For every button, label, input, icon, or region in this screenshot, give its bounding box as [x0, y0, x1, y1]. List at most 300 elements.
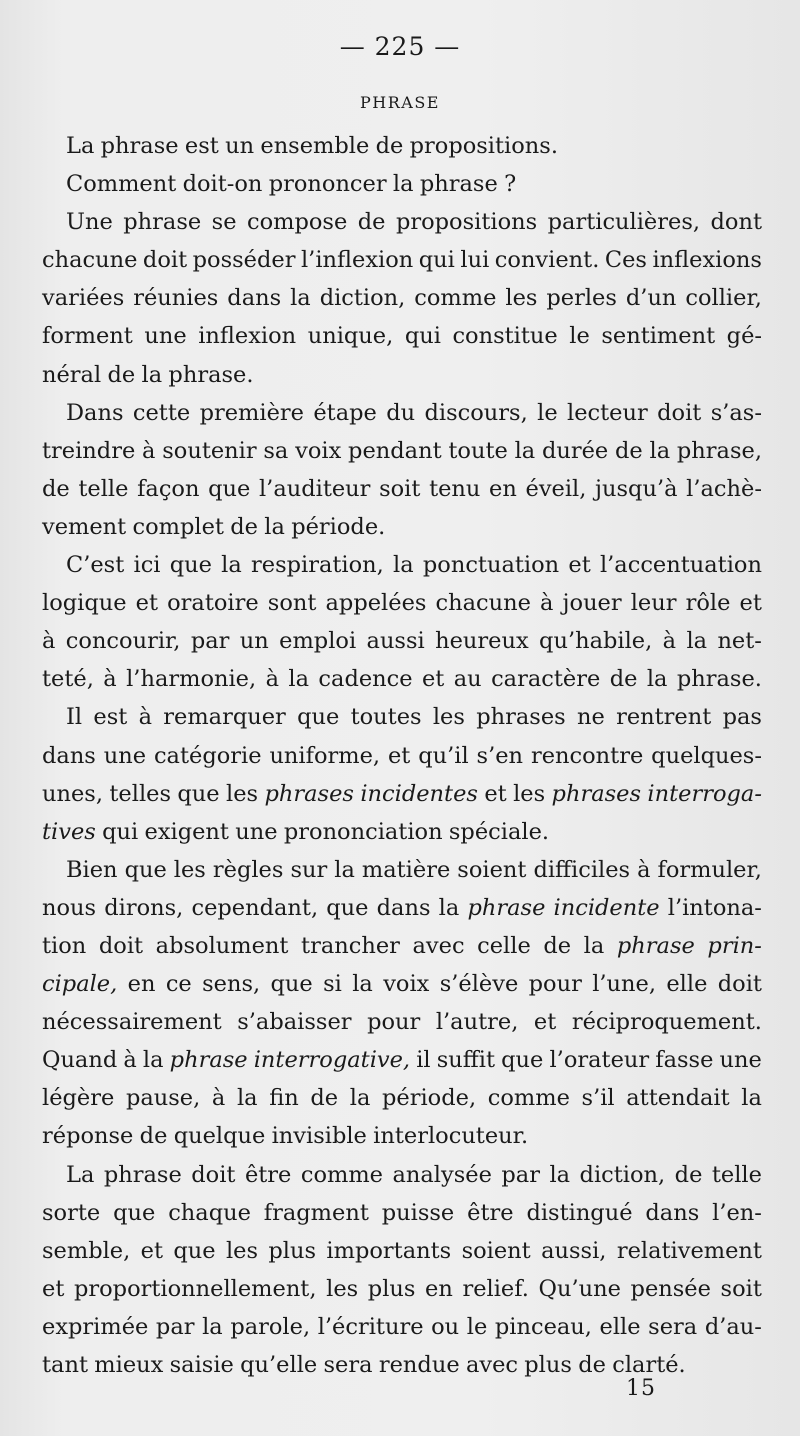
word: invisible [271, 1123, 367, 1150]
word: soit [720, 1275, 762, 1302]
word: Bien [66, 856, 118, 883]
word: à [662, 628, 677, 655]
word: et [135, 590, 159, 617]
text-line [42, 965, 762, 1003]
word: sera [648, 1313, 698, 1340]
word: importants [326, 1237, 452, 1264]
word: la [236, 1085, 258, 1112]
word: quelque [173, 1123, 266, 1150]
word: constitue [452, 323, 558, 350]
word: à [637, 856, 651, 883]
text-line [42, 698, 762, 736]
word: les [432, 704, 465, 731]
word: la [741, 1085, 762, 1112]
word: aussi, [541, 1237, 607, 1264]
word: à [265, 666, 279, 693]
word: la [514, 437, 536, 464]
word: telle [711, 1161, 762, 1188]
word: par [155, 1313, 195, 1340]
word: rentrent [616, 704, 712, 731]
word: la [221, 552, 242, 579]
word: phrase, [676, 437, 762, 464]
word: emploi [279, 628, 357, 655]
word: prononciation [283, 818, 443, 845]
word: voix [383, 971, 430, 998]
text-line [42, 1232, 762, 1270]
word: plus [367, 1275, 416, 1302]
word: si [323, 971, 342, 998]
word: règles [212, 856, 284, 883]
word: pause, [125, 1085, 201, 1112]
word: propositions. [409, 133, 558, 159]
word: sentiment [601, 323, 716, 350]
word: ici [133, 552, 161, 579]
word: propositions [395, 209, 538, 236]
word: s’abaisser [237, 1009, 352, 1036]
word: aussi [366, 628, 425, 655]
word: le [466, 1313, 488, 1340]
word: variées [42, 285, 125, 312]
word: avec [412, 932, 465, 959]
word: la [334, 856, 355, 883]
word: ensemble [260, 133, 370, 159]
signature-mark: 15 [626, 1376, 656, 1401]
word: jouer [562, 590, 622, 617]
word: difficiles [533, 856, 631, 883]
section-heading: PHRASE [360, 93, 440, 112]
word: réponse [42, 1123, 134, 1150]
word: réunies [133, 285, 219, 312]
text-line [42, 241, 762, 279]
word: les [326, 1275, 359, 1302]
word: un [239, 628, 269, 655]
text-line [42, 432, 762, 470]
word: caractère [491, 666, 601, 693]
word: tant [42, 1352, 88, 1378]
word: La [66, 133, 95, 159]
word: soutenir [162, 437, 257, 464]
word: s’il [581, 1085, 615, 1112]
word: mieux [94, 1352, 164, 1378]
word: durée [541, 437, 609, 464]
word: et [42, 1275, 65, 1302]
word: elle [666, 971, 708, 998]
word: appelées [325, 590, 427, 617]
word: la [649, 437, 671, 464]
word: une [144, 323, 187, 350]
word: l’inflexion [300, 247, 414, 274]
italic-word: phrases [264, 780, 354, 807]
word: comme [487, 1085, 570, 1112]
italic-word: phrases [551, 780, 642, 807]
word: l’en- [712, 1199, 762, 1226]
word: de [310, 1085, 339, 1112]
word: l’auditeur [258, 475, 371, 502]
word: distingué [526, 1199, 633, 1226]
word: sur [290, 856, 328, 883]
word: chacune [42, 247, 138, 274]
word: se [211, 209, 237, 236]
word: s’en [476, 742, 524, 769]
word: diction, [579, 1161, 666, 1188]
word: en [489, 475, 517, 502]
word: dans [376, 894, 431, 921]
italic-word: tives [42, 818, 96, 845]
word: à [42, 628, 56, 655]
word: à [103, 666, 117, 693]
word: la [686, 628, 708, 655]
word: voix [295, 437, 342, 464]
word: de [578, 1352, 606, 1378]
word: néral [42, 361, 102, 388]
text-line [42, 1308, 762, 1346]
text-line [42, 165, 762, 203]
word: la [583, 932, 605, 959]
word: sa [263, 437, 289, 464]
word: être [244, 1161, 292, 1188]
word: de [375, 133, 404, 159]
word: qui [404, 323, 441, 350]
word: doit [98, 932, 144, 959]
word: telle [78, 475, 129, 502]
text-line [42, 546, 762, 584]
text-line [42, 1079, 762, 1117]
word: jusqu’à [595, 475, 678, 502]
word: gé- [726, 323, 762, 350]
word: La [66, 1161, 95, 1188]
word: relativement [616, 1237, 762, 1264]
word: dont [710, 209, 762, 236]
word: de [139, 1123, 168, 1150]
word: quelques- [651, 742, 762, 769]
italic-word: phrase [169, 1047, 248, 1074]
word: que [173, 1237, 216, 1264]
word: uniforme, [269, 742, 381, 769]
word: fragment [263, 1199, 369, 1226]
word: période, [382, 1085, 477, 1112]
text-line [42, 317, 762, 355]
word: au [453, 666, 482, 693]
word: chaque [168, 1199, 251, 1226]
word: perles [546, 285, 617, 312]
word: la [349, 1085, 371, 1112]
word: les [225, 1237, 259, 1264]
word: logique [42, 590, 127, 617]
word: suffit [436, 1047, 495, 1074]
word: que [124, 856, 167, 883]
word: net- [717, 628, 762, 655]
word: concourir, [65, 628, 181, 655]
word: Comment [66, 171, 177, 198]
word: comme [300, 1161, 383, 1188]
word: par [501, 1161, 540, 1188]
word: du [386, 399, 416, 426]
word: est [93, 704, 128, 731]
text-line [42, 1041, 762, 1079]
body-text [42, 127, 762, 1384]
word: de [609, 666, 638, 693]
word: d’au- [704, 1313, 762, 1340]
word: la [288, 666, 310, 693]
word: est [184, 133, 219, 159]
page-number: — 225 — [339, 32, 461, 61]
word: les [226, 780, 259, 807]
word: formuler, [657, 856, 762, 883]
word: sorte [42, 1199, 101, 1226]
word: plus [268, 1237, 317, 1264]
italic-word: interrogative, [253, 1047, 411, 1074]
text-line [42, 279, 762, 317]
word: Une [66, 209, 113, 236]
word: qui [102, 818, 139, 845]
word: dans [645, 1199, 700, 1226]
word: la [549, 1161, 571, 1188]
word: la [646, 666, 668, 693]
word: forment [42, 323, 133, 350]
word: étape [313, 399, 377, 426]
word: façon [137, 475, 200, 502]
word: que [208, 475, 251, 502]
word: Il [66, 704, 83, 731]
word: phrases [476, 704, 566, 731]
text-line [42, 1156, 762, 1194]
word: rencontre [530, 742, 644, 769]
word: trancher [301, 932, 400, 959]
word: sera [323, 1352, 373, 1378]
word: la [438, 894, 460, 921]
word: et [484, 780, 507, 807]
word: que [270, 971, 313, 998]
italic-word: phrase [467, 894, 546, 921]
word: discours, [424, 399, 528, 426]
text-line [42, 508, 762, 546]
word: éveil, [525, 475, 587, 502]
text-line [42, 203, 762, 241]
word: nous [42, 894, 97, 921]
word: et [533, 1009, 557, 1036]
word: et [140, 1237, 163, 1264]
word: plus [524, 1352, 572, 1378]
word: par [190, 628, 230, 655]
word: en [425, 1275, 453, 1302]
word: Quand [42, 1047, 118, 1074]
word: semble, [42, 1237, 131, 1264]
word: l’achè- [686, 475, 762, 502]
word: et [568, 552, 591, 579]
word: à [211, 1085, 226, 1112]
word: de [357, 209, 386, 236]
word: tion [42, 932, 87, 959]
word: comme [414, 285, 497, 312]
italic-word: prin- [707, 932, 762, 959]
word: catégorie [153, 742, 262, 769]
word: unique, [307, 323, 394, 350]
word: l’intona- [667, 894, 762, 921]
word: l’accentuation [599, 552, 762, 579]
word: soient [457, 856, 527, 883]
word: heureux [435, 628, 529, 655]
italic-word: incidente [553, 894, 660, 921]
word: pas [722, 704, 762, 731]
word: légère [42, 1085, 115, 1112]
word: doit-on [182, 171, 263, 198]
word: tenu [429, 475, 481, 502]
word: Ces [604, 247, 647, 274]
word: puisse [381, 1199, 455, 1226]
word: les [505, 285, 538, 312]
word: une [235, 818, 278, 845]
word: période. [291, 513, 386, 540]
word: que [177, 780, 220, 807]
word: une [103, 742, 147, 769]
word: nécessairement [42, 1009, 222, 1036]
word: rendue [378, 1352, 460, 1378]
text-line [42, 1270, 762, 1308]
word: un [225, 133, 255, 159]
italic-word: interroga- [647, 780, 762, 807]
word: réciproquement. [571, 1009, 762, 1036]
word: analysée [392, 1161, 492, 1188]
word: compose [247, 209, 348, 236]
word: spéciale. [448, 818, 550, 845]
word: posséder [192, 247, 296, 274]
word: à [138, 704, 152, 731]
word: diction, [319, 285, 406, 312]
word: s’élève [439, 971, 519, 998]
text-line [42, 775, 762, 813]
word: soit [379, 475, 421, 502]
text-line [42, 889, 762, 927]
word: qui [418, 247, 455, 274]
word: d’un [625, 285, 677, 312]
word: dans [227, 285, 282, 312]
word: le [537, 399, 558, 426]
word: cadence [318, 666, 413, 693]
word: qu’habile, [539, 628, 653, 655]
word: chacune [435, 590, 531, 617]
word: Dans [66, 399, 124, 426]
text-line [42, 1194, 762, 1232]
word: dirons, [104, 894, 184, 921]
word: absolument [155, 932, 289, 959]
word: il [416, 1047, 431, 1074]
word: de [543, 932, 572, 959]
word: lecteur [567, 399, 648, 426]
word: toute [448, 437, 508, 464]
word: que [501, 1047, 544, 1074]
word: être [467, 1199, 514, 1226]
word: ponctuation [422, 552, 560, 579]
text-line [42, 356, 762, 394]
word: pour [528, 971, 582, 998]
word: l’harmonie, [126, 666, 257, 693]
word: à [123, 1047, 137, 1074]
word: que [297, 704, 340, 731]
italic-word: phrase [616, 932, 695, 959]
word: avec [465, 1352, 518, 1378]
word: clarté. [612, 1352, 686, 1378]
word: prononcer [268, 171, 387, 198]
word: à [540, 590, 554, 617]
word: matière [361, 856, 451, 883]
word: sens, [202, 971, 261, 998]
word: inflexions [652, 247, 762, 274]
word: s’as- [710, 399, 762, 426]
word: remarquer [163, 704, 286, 731]
text-line [42, 584, 762, 622]
word: de [230, 513, 258, 540]
word: la [141, 361, 163, 388]
word: la [352, 971, 373, 998]
word: complet [132, 513, 224, 540]
word: toutes [350, 704, 422, 731]
word: phrase [103, 1161, 182, 1188]
word: celle [477, 932, 531, 959]
word: parole, [230, 1313, 311, 1340]
word: cependant, [191, 894, 319, 921]
word: de [615, 437, 643, 464]
word: pensée [630, 1275, 711, 1302]
word: telles [109, 780, 172, 807]
word: et [739, 590, 762, 617]
word: une [719, 1047, 762, 1074]
word: C’est [66, 552, 125, 579]
word: cette [132, 399, 191, 426]
word: fin [269, 1085, 299, 1112]
text-line [42, 127, 762, 165]
word: que [113, 1199, 156, 1226]
word: inflexion [198, 323, 297, 350]
word: pour [367, 1009, 421, 1036]
word: attendait [626, 1085, 730, 1112]
word: qu’elle [240, 1352, 318, 1378]
word: unes, [42, 780, 103, 807]
word: la [142, 1047, 164, 1074]
word: oratoire [167, 590, 259, 617]
word: leur [630, 590, 677, 617]
text-line [42, 851, 762, 889]
text-line [42, 660, 762, 698]
text-line [42, 1003, 762, 1041]
word: vement [42, 513, 127, 540]
text-line [42, 470, 762, 508]
word: rôle [685, 590, 731, 617]
word: pendant [348, 437, 442, 464]
word: à [142, 437, 156, 464]
word: fasse [655, 1047, 714, 1074]
word: l’autre, [435, 1009, 519, 1036]
word: elle [599, 1313, 641, 1340]
word: phrase [123, 209, 202, 236]
word: qu’il [418, 742, 469, 769]
word: de [42, 475, 70, 502]
word: Qu’une [538, 1275, 621, 1302]
word: que [326, 894, 369, 921]
word: interlocuteur. [373, 1123, 529, 1150]
word: de [674, 1161, 703, 1188]
word: la [264, 513, 285, 540]
word: ce [165, 971, 192, 998]
word: le [569, 323, 590, 350]
word: teté, [42, 666, 94, 693]
word: convient. [494, 247, 600, 274]
word: proportionnellement, [73, 1275, 317, 1302]
word: exprimée [42, 1313, 149, 1340]
word: et [387, 742, 411, 769]
text-line [42, 622, 762, 660]
word: exigent [144, 818, 229, 845]
word: et [421, 666, 445, 693]
